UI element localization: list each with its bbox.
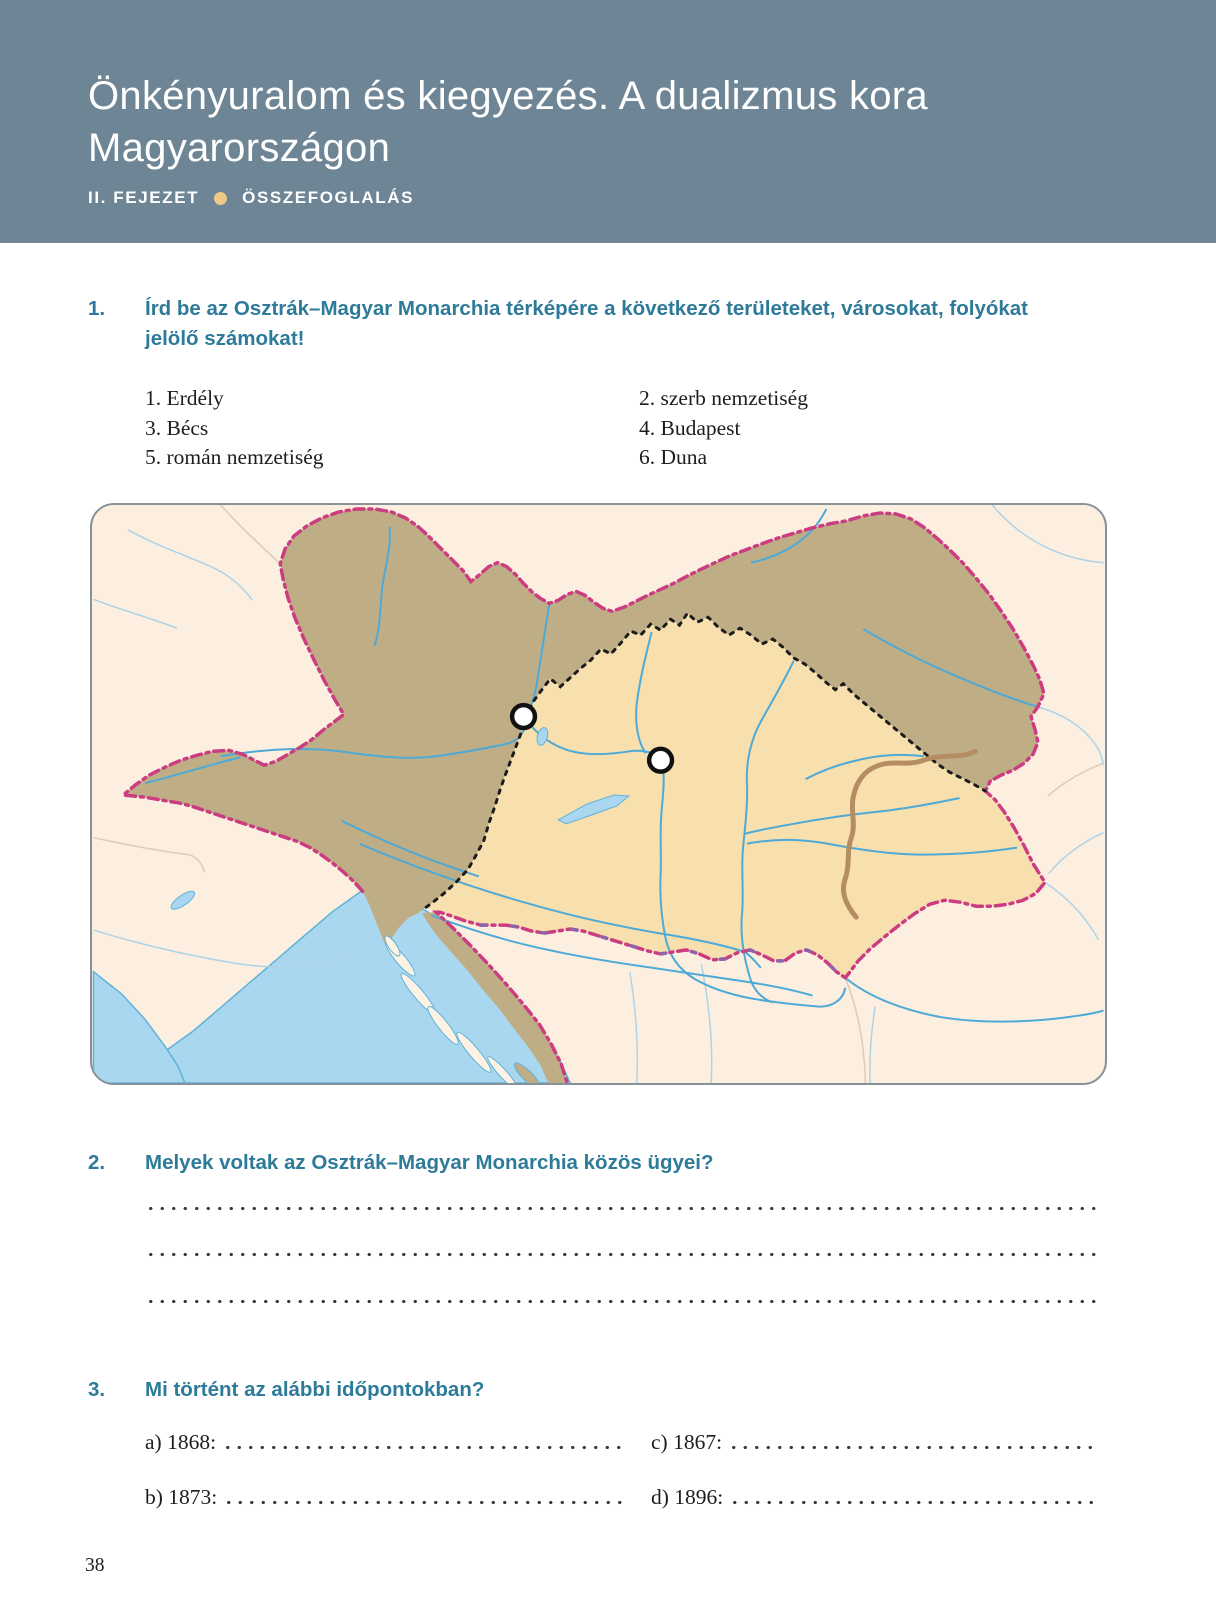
question-3: [88, 1375, 1080, 1405]
page-title-line2: Magyarországon: [88, 126, 391, 170]
city-marker-vienna[interactable]: [512, 705, 535, 728]
list-item: 6. Duna: [639, 445, 708, 469]
page-title: [88, 70, 928, 174]
list-item: 1. Erdély: [145, 386, 224, 410]
question-2-number: 2.: [88, 1151, 106, 1174]
answer-line[interactable]: [145, 1205, 1097, 1212]
question-1-number: 1.: [88, 297, 106, 320]
chapter-subtitle: [88, 188, 414, 208]
map-svg: [92, 505, 1105, 1083]
question-3-text: Mi történt az alábbi időpontokban?: [145, 1378, 485, 1401]
question-3-number: 3.: [88, 1378, 106, 1401]
answer-line[interactable]: [728, 1444, 1097, 1451]
question-2-text: Melyek voltak az Osztrák–Magyar Monarchia közös ügyei?: [145, 1151, 714, 1174]
answer-line[interactable]: [729, 1499, 1097, 1506]
section-label: ÖSSZEFOGLALÁS: [242, 188, 415, 207]
q3-label-a: a) 1868:: [145, 1430, 217, 1454]
bullet-dot-icon: [214, 192, 227, 205]
map-austria-hungary[interactable]: [90, 503, 1107, 1085]
q3-answer-row-1: [145, 1430, 1097, 1455]
question-2: [88, 1148, 1080, 1178]
chapter-label: II. FEJEZET: [88, 188, 200, 207]
q3-answer-a: [145, 1430, 626, 1455]
page-number: 38: [85, 1555, 105, 1576]
q3-answer-c: [651, 1430, 1097, 1455]
list-item: 4. Budapest: [639, 415, 741, 440]
q3-answer-d: [651, 1485, 1097, 1510]
q1-list-column-1: [145, 384, 639, 473]
q3-label-d: d) 1896:: [651, 1485, 724, 1509]
city-marker-budapest[interactable]: [649, 749, 672, 772]
q1-item-list: [145, 384, 1079, 473]
question-1: [88, 294, 1080, 354]
question-1-text: Írd be az Osztrák–Magyar Monarchia térképére a következő területeket, városokat, folyókat jelölő számokat!: [145, 297, 1028, 350]
list-item: 2. szerb nemzetiség: [639, 386, 808, 410]
answer-line[interactable]: [145, 1298, 1097, 1305]
chapter-header: [0, 0, 1216, 243]
list-item: 5. román nemzetiség: [145, 445, 324, 469]
answer-line[interactable]: [223, 1499, 626, 1506]
page-title-line1: Önkényuralom és kiegyezés. A dualizmus kora: [88, 74, 928, 118]
q3-answer-b: [145, 1485, 626, 1510]
answer-line[interactable]: [222, 1444, 626, 1451]
q1-list-column-2: [639, 384, 1079, 473]
answer-line[interactable]: [145, 1251, 1097, 1258]
q3-answer-row-2: [145, 1485, 1097, 1510]
list-item: 3. Bécs: [145, 415, 209, 440]
q3-label-b: b) 1873:: [145, 1485, 218, 1509]
q3-label-c: c) 1867:: [651, 1430, 723, 1454]
